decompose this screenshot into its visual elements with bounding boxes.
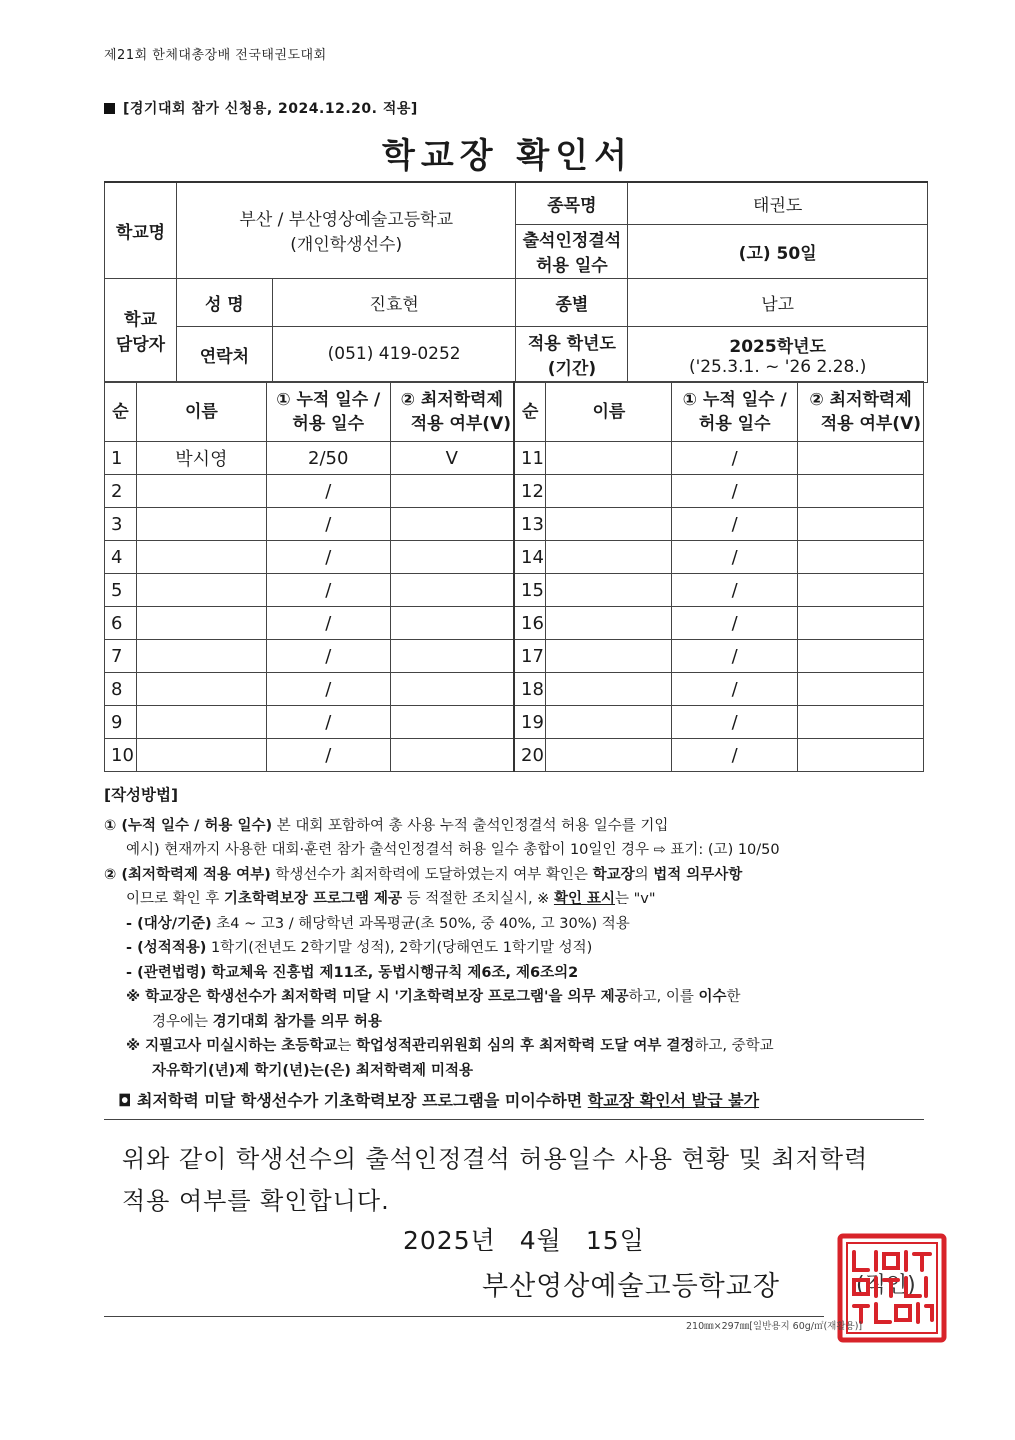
item1-text: 본 대회 포함하여 총 사용 누적 출석인정결석 허용 일수를 기입 (272, 817, 669, 834)
row-number-2: 18 (514, 673, 546, 706)
table-row (105, 706, 924, 739)
note2-c: 학업성적관리위원회 심의 후 최저학력 도달 여부 결정 (355, 1038, 695, 1054)
table-row (105, 508, 924, 541)
year-label-line1: 적용 학년도 (527, 334, 616, 354)
note-1 (104, 985, 934, 1010)
row-check-2 (798, 673, 924, 706)
table-row (105, 574, 924, 607)
table-row (105, 442, 924, 475)
note2-d: 하고, 중학교 (694, 1038, 774, 1054)
col-days-2-line2: 허용 일수 (698, 413, 771, 434)
instruction-item-1-example: 예시) 현재까지 사용한 대회·훈련 참가 출석인정결석 허용 일수 총합이 10일인 경우 ⇨ 표기: (고) 10/50 (126, 842, 780, 858)
sub-law: - (관련법령) 학교체육 진흥법 제11조, 동법시행규칙 제6조, 제6조의2 (126, 964, 579, 981)
note-1-line2 (104, 1010, 934, 1035)
table-row (105, 475, 924, 508)
table-row (105, 607, 924, 640)
year-value (628, 326, 928, 382)
row-days: / (266, 574, 390, 607)
category-value: 남고 (628, 278, 928, 326)
school-type: (개인학생선수) (290, 235, 403, 256)
row-days: / (266, 607, 390, 640)
form-note (104, 98, 418, 118)
absence-label-line1: 출석인정결석 (522, 231, 622, 251)
col-min-2-line2: 적용 여부(V) (820, 413, 921, 434)
row-name (136, 739, 266, 772)
row-days-2: / (672, 739, 798, 772)
warning-emphasis: 학교장 확인서 발급 불가 (587, 1091, 760, 1110)
col-min-line1: ② 최저학력제 (400, 389, 504, 410)
row-number: 7 (105, 640, 137, 673)
col-days-line1: ① 누적 일수 / (276, 389, 381, 410)
item2-l2-e: 는 "v" (615, 891, 656, 907)
warning-text: ◘ 최저학력 미달 학생선수가 기초학력보장 프로그램을 미이수하면 (118, 1091, 588, 1110)
row-number: 4 (105, 541, 137, 574)
absence-label-line2: 허용 일수 (536, 256, 608, 276)
row-days-2: / (672, 640, 798, 673)
row-check-2 (798, 739, 924, 772)
note1-l2-b: 경기대회 참가를 의무 허용 (212, 1013, 382, 1030)
row-days: / (266, 541, 390, 574)
note1-l2-a: 경우에는 (152, 1013, 213, 1030)
row-check (390, 508, 514, 541)
col-no: 순 (105, 382, 137, 442)
col-no-2: 순 (514, 382, 546, 442)
note-2-line2: 자유학기(년)제 학기(년)는(은) 최저학력제 미적용 (152, 1062, 474, 1079)
row-name-2 (546, 640, 672, 673)
table-row (105, 541, 924, 574)
date-month: 4월 (519, 1226, 562, 1255)
row-number-2: 20 (514, 739, 546, 772)
row-days: / (266, 706, 390, 739)
contact-label: 연락처 (176, 326, 272, 382)
item2-text-c: 의 (634, 866, 654, 883)
info-table (104, 181, 928, 383)
date-day: 15일 (585, 1226, 645, 1255)
item2-l2-c: 등 적절한 조치실시, ※ (402, 891, 554, 907)
col-min-2-line1: ② 최저학력제 (809, 389, 912, 410)
row-days-2: / (672, 541, 798, 574)
seal-mark-text: (직인) (856, 1273, 916, 1298)
row-check (390, 607, 514, 640)
staff-label-line2: 담당자 (115, 335, 166, 355)
item2-label: ② (최저학력제 적용 여부) (104, 866, 271, 883)
row-name (136, 541, 266, 574)
note1-a: ※ 학교장은 학생선수가 최저학력 미달 시 '기초학력보장 프로그램'을 의무 제공 (126, 989, 629, 1005)
date-year: 2025년 (403, 1226, 496, 1255)
paper-spec: 210㎜×297㎜[일반용지 60g/㎡(재활용)] (686, 1321, 863, 1332)
row-check-2 (798, 607, 924, 640)
row-name (136, 508, 266, 541)
row-number: 9 (105, 706, 137, 739)
item2-l2-a: 이므로 확인 후 (126, 891, 224, 907)
row-check (390, 574, 514, 607)
row-name (136, 673, 266, 706)
note1-b: 하고, 이를 (628, 989, 699, 1005)
col-days-line2: 허용 일수 (292, 413, 365, 434)
row-number: 3 (105, 508, 137, 541)
page-title: 학교장 확인서 (382, 136, 633, 176)
row-check-2 (798, 640, 924, 673)
note2-a: ※ 지필고사 미실시하는 초등학교 (126, 1038, 338, 1054)
instructions (104, 783, 934, 1114)
row-name-2 (546, 541, 672, 574)
row-days-2: / (672, 607, 798, 640)
row-check (390, 739, 514, 772)
item2-l2-d: 확인 표시 (553, 891, 616, 907)
col-days (266, 382, 390, 442)
sub1-text: 초4 ~ 고3 / 해당학년 과목평균(초 50%, 중 40%, 고 30%) 적용 (211, 915, 630, 932)
row-check (390, 673, 514, 706)
row-name-2 (546, 508, 672, 541)
row-name-2 (546, 739, 672, 772)
instruction-item-1 (104, 814, 934, 839)
row-name (136, 607, 266, 640)
school-label: 학교명 (105, 182, 177, 278)
school-name: 부산 / 부산영상예술고등학교 (239, 210, 453, 231)
row-name (136, 574, 266, 607)
school-value (176, 182, 516, 278)
form-note-text: [경기대회 참가 신청용, 2024.12.20. 적용] (123, 101, 418, 117)
student-list-body (105, 442, 924, 772)
row-check-2 (798, 442, 924, 475)
row-name: 박시영 (136, 442, 266, 475)
row-check (390, 541, 514, 574)
row-days-2: / (672, 706, 798, 739)
name-value: 진효현 (272, 278, 516, 326)
row-number-2: 16 (514, 607, 546, 640)
col-min-2 (798, 382, 924, 442)
col-min-line2: 적용 여부(V) (410, 413, 511, 434)
row-check (390, 475, 514, 508)
row-name-2 (546, 442, 672, 475)
row-number-2: 14 (514, 541, 546, 574)
table-row (105, 673, 924, 706)
note-2 (104, 1034, 934, 1059)
principal-name: 부산영상예술고등학교장 (482, 1271, 780, 1302)
square-bullet-icon (104, 103, 115, 114)
row-number: 1 (105, 442, 137, 475)
row-name (136, 706, 266, 739)
row-check (390, 706, 514, 739)
row-days: / (266, 673, 390, 706)
sub2-label: - (성적적용) (126, 940, 207, 956)
warning-line (104, 1089, 934, 1114)
instruction-item-2 (104, 863, 934, 888)
row-number-2: 12 (514, 475, 546, 508)
category-label: 종별 (516, 278, 628, 326)
year-label (516, 326, 628, 382)
row-number-2: 17 (514, 640, 546, 673)
row-number-2: 19 (514, 706, 546, 739)
row-number: 5 (105, 574, 137, 607)
row-days-2: / (672, 574, 798, 607)
note1-d: 한 (726, 989, 741, 1005)
year-value-line1: 2025학년도 (729, 336, 826, 357)
row-check: V (390, 442, 514, 475)
row-check-2 (798, 475, 924, 508)
row-days: / (266, 508, 390, 541)
year-value-line2: ('25.3.1. ~ '26 2.28.) (688, 356, 867, 377)
row-number-2: 15 (514, 574, 546, 607)
col-days-2 (672, 382, 798, 442)
col-days-2-line1: ① 누적 일수 / (682, 389, 787, 410)
row-name-2 (546, 574, 672, 607)
row-number-2: 11 (514, 442, 546, 475)
confirmation-text (122, 1138, 922, 1222)
sport-value: 태권도 (628, 182, 928, 224)
item1-label: ① (누적 일수 / 허용 일수) (104, 817, 273, 834)
item2-text-b: 학교장 (592, 866, 635, 883)
note2-b: 는 (337, 1038, 356, 1054)
sub-grades (104, 936, 934, 961)
row-name-2 (546, 607, 672, 640)
col-min (390, 382, 514, 442)
item2-l2-b: 기초학력보장 프로그램 제공 (223, 891, 403, 907)
col-name-2: 이름 (546, 382, 672, 442)
col-name: 이름 (136, 382, 266, 442)
divider-bottom (104, 1316, 824, 1317)
note1-c: 이수 (698, 989, 727, 1005)
event-title: 제21회 한체대총장배 전국태권도대회 (104, 48, 327, 63)
name-label: 성 명 (176, 278, 272, 326)
row-check-2 (798, 508, 924, 541)
row-days: / (266, 739, 390, 772)
sub2-text: 1학기(전년도 2학기말 성적), 2학기(당해연도 1학기말 성적) (206, 940, 593, 956)
row-check (390, 640, 514, 673)
absence-value: (고) 50일 (628, 224, 928, 278)
absence-label (516, 224, 628, 278)
date (403, 1221, 669, 1257)
table-row (105, 739, 924, 772)
row-check-2 (798, 541, 924, 574)
staff-label-line1: 학교 (124, 310, 157, 330)
instructions-heading: [작성방법] (104, 786, 179, 804)
row-name-2 (546, 673, 672, 706)
row-number: 2 (105, 475, 137, 508)
item2-text-d: 법적 의무사항 (653, 866, 743, 883)
row-name-2 (546, 706, 672, 739)
row-number-2: 13 (514, 508, 546, 541)
row-name (136, 475, 266, 508)
row-check-2 (798, 574, 924, 607)
row-number: 8 (105, 673, 137, 706)
row-number: 10 (105, 739, 137, 772)
row-days-2: / (672, 442, 798, 475)
row-days-2: / (672, 475, 798, 508)
divider-top (104, 1119, 924, 1120)
row-name-2 (546, 475, 672, 508)
row-days: / (266, 475, 390, 508)
row-days: / (266, 640, 390, 673)
confirmation-line1: 위와 같이 학생선수의 출석인정결석 허용일수 사용 현황 및 최저학력 (122, 1145, 869, 1173)
student-list-table (104, 381, 924, 772)
staff-label (105, 278, 177, 382)
confirmation-line2: 적용 여부를 확인합니다. (122, 1187, 390, 1215)
row-days-2: / (672, 673, 798, 706)
sub1-label: - (대상/기준) (126, 915, 212, 932)
sub-target (104, 912, 934, 937)
row-name (136, 640, 266, 673)
row-days: 2/50 (266, 442, 390, 475)
row-days-2: / (672, 508, 798, 541)
contact-value: (051) 419-0252 (272, 326, 516, 382)
table-row (105, 640, 924, 673)
year-label-line2: (기간) (547, 359, 597, 379)
row-number: 6 (105, 607, 137, 640)
row-check-2 (798, 706, 924, 739)
instruction-item-2-line2 (104, 887, 934, 912)
item2-text-a: 학생선수가 최저학력에 도달하였는지 여부 확인은 (270, 866, 593, 883)
sport-label: 종목명 (516, 182, 628, 224)
